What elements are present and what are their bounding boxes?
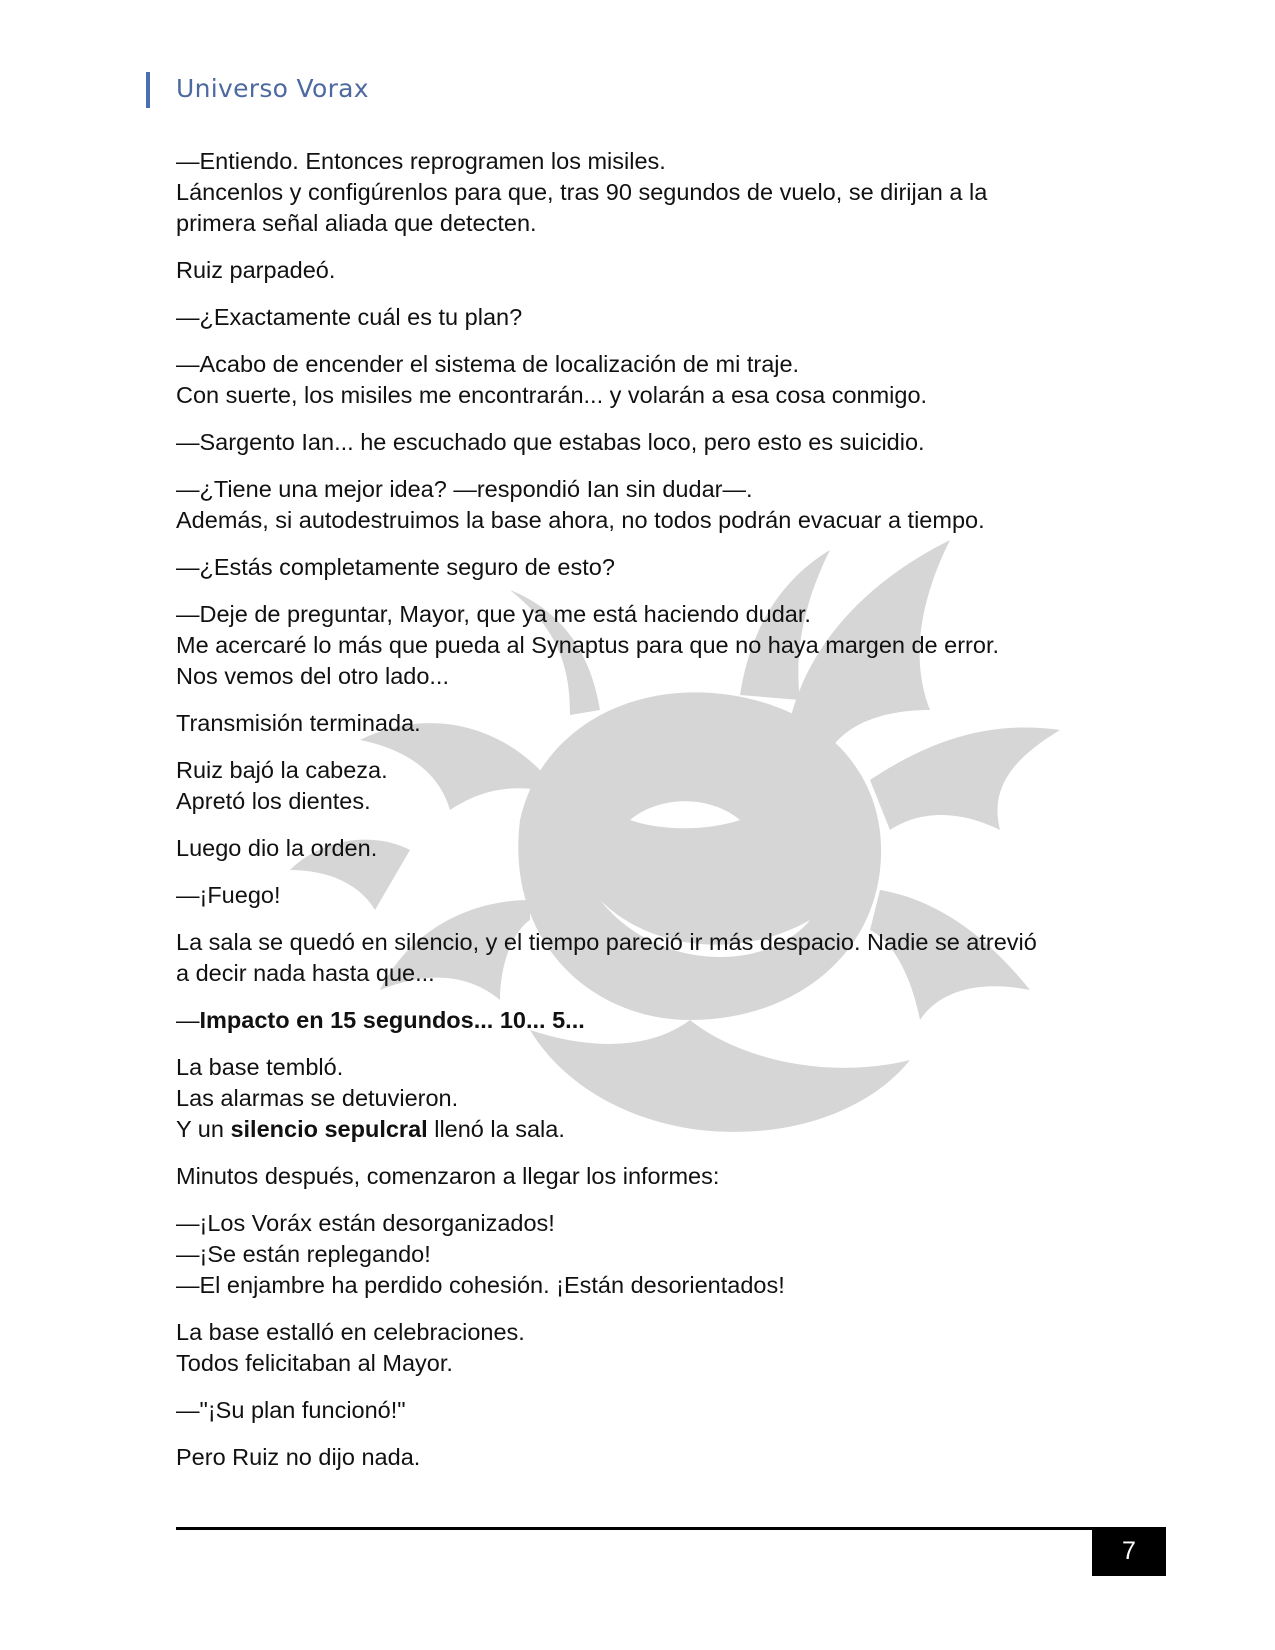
- paragraph-line: —Entiendo. Entonces reprogramen los misiles.: [176, 148, 666, 174]
- paragraph-line: Láncenlos y configúrenlos para que, tras 90 segundos de vuelo, se dirijan a la: [176, 179, 988, 205]
- paragraph: [176, 1208, 1106, 1301]
- paragraph-line: a decir nada hasta que...: [176, 960, 435, 986]
- paragraph: [176, 927, 1106, 989]
- paragraph: [176, 349, 1106, 411]
- tremor-line-3-post: llenó la sala.: [427, 1116, 565, 1142]
- header-accent-bar: [146, 72, 150, 108]
- paragraph-line: —"¡Su plan funcionó!": [176, 1397, 406, 1423]
- paragraph-group-main: [176, 146, 1106, 989]
- paragraph-line: Además, si autodestruimos la base ahora, no todos podrán evacuar a tiempo.: [176, 507, 985, 533]
- page-number: 7: [1092, 1527, 1166, 1576]
- paragraph: [176, 833, 1106, 864]
- paragraph-line: La base estalló en celebraciones.: [176, 1319, 525, 1345]
- tremor-line-3-pre: Y un: [176, 1116, 231, 1142]
- paragraph-line: —Acabo de encender el sistema de localización de mi traje.: [176, 351, 800, 377]
- paragraph: [176, 255, 1106, 286]
- paragraph: [176, 599, 1106, 692]
- paragraph-line: Ruiz bajó la cabeza.: [176, 757, 388, 783]
- paragraph-line: —¿Tiene una mejor idea? —respondió Ian sin dudar—.: [176, 476, 753, 502]
- paragraph-line: —¿Exactamente cuál es tu plan?: [176, 304, 523, 330]
- paragraph-line: Transmisión terminada.: [176, 710, 421, 736]
- paragraph: [176, 1161, 1106, 1192]
- paragraph-line: —¿Estás completamente seguro de esto?: [176, 554, 615, 580]
- paragraph-line: Apretó los dientes.: [176, 788, 371, 814]
- footer-rule: [176, 1527, 1096, 1530]
- paragraph: [176, 427, 1106, 458]
- paragraph-line: Me acercaré lo más que pueda al Synaptus para que no haya margen de error.: [176, 632, 1000, 658]
- paragraph: [176, 1317, 1106, 1379]
- paragraph-line: —¡Se están replegando!: [176, 1241, 431, 1267]
- paragraph-group-closing: [176, 1161, 1106, 1473]
- paragraph: [176, 474, 1106, 536]
- paragraph-line: Minutos después, comenzaron a llegar los informes:: [176, 1163, 720, 1189]
- paragraph-line: Pero Ruiz no dijo nada.: [176, 1444, 421, 1470]
- tremor-line-2: Las alarmas se detuvieron.: [176, 1085, 459, 1111]
- paragraph-line: Con suerte, los misiles me encontrarán... y volarán a esa cosa conmigo.: [176, 382, 928, 408]
- paragraph-line: —Sargento Ian... he escuchado que estabas loco, pero esto es suicidio.: [176, 429, 925, 455]
- paragraph-line: —Deje de preguntar, Mayor, que ya me está haciendo dudar.: [176, 601, 811, 627]
- paragraph-line: —El enjambre ha perdido cohesión. ¡Están desorientados!: [176, 1272, 785, 1298]
- paragraph: [176, 1395, 1106, 1426]
- impact-countdown-paragraph: [176, 1005, 1106, 1036]
- paragraph-line: Nos vemos del otro lado...: [176, 663, 449, 689]
- tremor-line-1: La base tembló.: [176, 1054, 344, 1080]
- paragraph: [176, 880, 1106, 911]
- paragraph: [176, 302, 1106, 333]
- header-title: Universo Vorax: [176, 74, 369, 103]
- paragraph: [176, 552, 1106, 583]
- paragraph-line: Todos felicitaban al Mayor.: [176, 1350, 453, 1376]
- impact-dash: —: [176, 1007, 200, 1033]
- paragraph-line: —¡Los Voráx están desorganizados!: [176, 1210, 555, 1236]
- impact-countdown-bold: Impacto en 15 segundos... 10... 5...: [199, 1007, 585, 1033]
- paragraph: [176, 755, 1106, 817]
- paragraph-line: primera señal aliada que detecten.: [176, 210, 537, 236]
- paragraph: [176, 1442, 1106, 1473]
- story-text: [176, 146, 1106, 1489]
- paragraph-line: Luego dio la orden.: [176, 835, 378, 861]
- paragraph: [176, 708, 1106, 739]
- paragraph-line: Ruiz parpadeó.: [176, 257, 336, 283]
- silencio-sepulcral-bold: silencio sepulcral: [230, 1116, 428, 1142]
- paragraph-line: —¡Fuego!: [176, 882, 281, 908]
- paragraph-line: La sala se quedó en silencio, y el tiempo pareció ir más despacio. Nadie se atrevió: [176, 929, 1037, 955]
- paragraph: [176, 146, 1106, 239]
- tremor-paragraph: [176, 1052, 1106, 1145]
- tremor-line-3: [176, 1114, 1106, 1145]
